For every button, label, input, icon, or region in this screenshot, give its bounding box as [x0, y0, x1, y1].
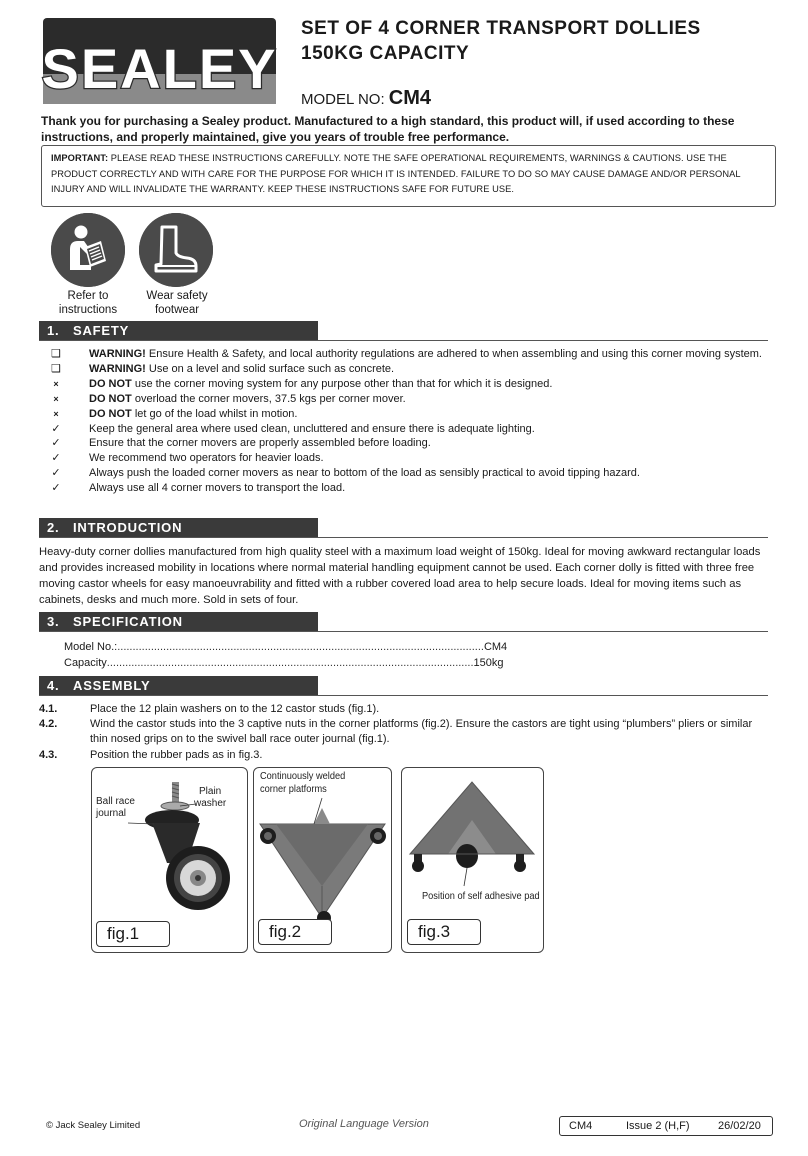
callout-ball-race: Ball race journal: [96, 796, 135, 819]
section-header-safety: 1. SAFETY: [39, 321, 318, 341]
section-header-assembly: 4. ASSEMBLY: [39, 676, 318, 696]
figure-2-label: fig.2: [258, 919, 332, 945]
safety-item: × DO NOT let go of the load whilst in motion.: [53, 407, 298, 420]
document-title: [301, 16, 781, 66]
logo-wordmark: [43, 18, 276, 104]
refer-instructions-icon: [51, 213, 125, 287]
safety-item: ❑ WARNING! Ensure Health & Safety, and local authority regulations are adhered to when assembling and using this corner moving system.: [51, 348, 762, 360]
section-rule: [39, 340, 768, 341]
safety-list: [47, 347, 767, 496]
important-notice-box: [41, 145, 776, 207]
footer-model: CM4: [569, 1120, 593, 1132]
refer-instructions-label: Refer to instructions: [58, 290, 118, 316]
section-header-specification: 3. SPECIFICATION: [39, 612, 318, 632]
spec-row-capacity: Capacity ........................................................................................................................ 150kg: [64, 656, 504, 669]
callout-welded-platforms: Continuously welded corner platforms: [260, 770, 346, 795]
section-rule: [39, 695, 768, 696]
safety-item: ✓ We recommend two operators for heavier loads.: [51, 452, 324, 465]
language-version: Original Language Version: [299, 1118, 429, 1130]
figure-1-label: fig.1: [96, 921, 170, 947]
sealey-logo: [43, 18, 276, 104]
logo-text: SEALEY: [41, 37, 278, 100]
model-label: MODEL NO:: [301, 91, 385, 108]
copyright: © Jack Sealey Limited: [46, 1120, 141, 1131]
safety-item: × DO NOT use the corner moving system for any purpose other than that for which it is designed.: [53, 377, 553, 390]
safety-footwear-icon: [139, 213, 213, 287]
spec-row-model: Model No.: ........................................................................................................................ CM4: [64, 641, 508, 653]
callout-adhesive-pad: Position of self adhesive pad: [422, 890, 540, 902]
model-value: CM4: [388, 87, 432, 109]
footer-date: 26/02/20: [718, 1120, 761, 1132]
figure-3-label: fig.3: [407, 919, 481, 945]
assembly-step: 4.3. Position the rubber pads as in fig.3.: [39, 748, 263, 761]
title-line-1: SET OF 4 CORNER TRANSPORT DOLLIES: [301, 18, 701, 39]
safety-item: ✓ Ensure that the corner movers are properly assembled before loading.: [51, 437, 431, 450]
model-number: [301, 87, 431, 110]
section-rule: [39, 537, 768, 538]
callout-plain-washer: Plain washer: [194, 786, 227, 809]
section-header-introduction: 2. INTRODUCTION: [39, 518, 318, 538]
footer-issue-box: [559, 1116, 773, 1136]
specification-table: [64, 640, 508, 671]
important-label: IMPORTANT:: [51, 153, 109, 163]
assembly-steps: [39, 702, 768, 763]
thank-you-text: Thank you for purchasing a Sealey product. Manufactured to a high standard, this product will, if used according to these instructions, and properly maintained, give you years of trouble free performance.: [41, 114, 735, 144]
assembly-step: 4.1. Place the 12 plain washers on to the 12 castor studs (fig.1).: [39, 703, 380, 715]
introduction-text: Heavy-duty corner dollies manufactured from high quality steel with a maximum load weight of 150kg. Ideal for moving awkward rectangular loads and provides increased mobility in locations where normal material handling equipment cannot be used. Each corner dolly is fitted with three free moving castor wheels for easy manoeuvrability and fitted with a rubber covered load area to help secure loads. Ideal for moving items such as cabinets, desks and much more. Sold in sets of four.: [39, 546, 761, 606]
safety-footwear-label: Wear safety footwear: [146, 290, 208, 316]
safety-item: ✓ Always use all 4 corner movers to transport the load.: [51, 482, 346, 495]
important-text: PLEASE READ THESE INSTRUCTIONS CAREFULLY. NOTE THE SAFE OPERATIONAL REQUIREMENTS, WARNINGS & CAUTIONS. USE THE PRODUCT CORRECTLY AND WITH CARE FOR THE PURPOSE FOR WHICH IT IS INTENDED. FAILURE TO DO SO MAY CAUSE DAMAGE AND/OR PERSONAL INJURY AND WILL INVALIDATE THE WARRANTY. KEEP THESE INSTRUCTIONS SAFE FOR FUTURE USE.: [51, 153, 741, 194]
section-rule: [39, 631, 768, 632]
assembly-step: 4.2. Wind the castor studs into the 3 captive nuts in the corner platforms (fig.2). Ensure the castors are tight using “plumbers” pliers or similar thin nosed grips on to the swivel ball race outer journal (fig.1).: [39, 718, 753, 746]
footer-issue: Issue 2 (H,F): [626, 1120, 690, 1132]
safety-item: ✓ Always push the loaded corner movers as near to bottom of the load as sensibly practical to avoid tipping hazard.: [51, 467, 640, 480]
safety-item: ✓ Keep the general area where used clean, uncluttered and ensure there is adequate lighting.: [51, 422, 535, 435]
title-line-2: 150KG CAPACITY: [301, 43, 470, 64]
safety-item: ❑ WARNING! Use on a level and solid surface such as concrete.: [51, 362, 395, 375]
safety-item: × DO NOT overload the corner movers, 37.5 kgs per corner mover.: [53, 392, 406, 405]
